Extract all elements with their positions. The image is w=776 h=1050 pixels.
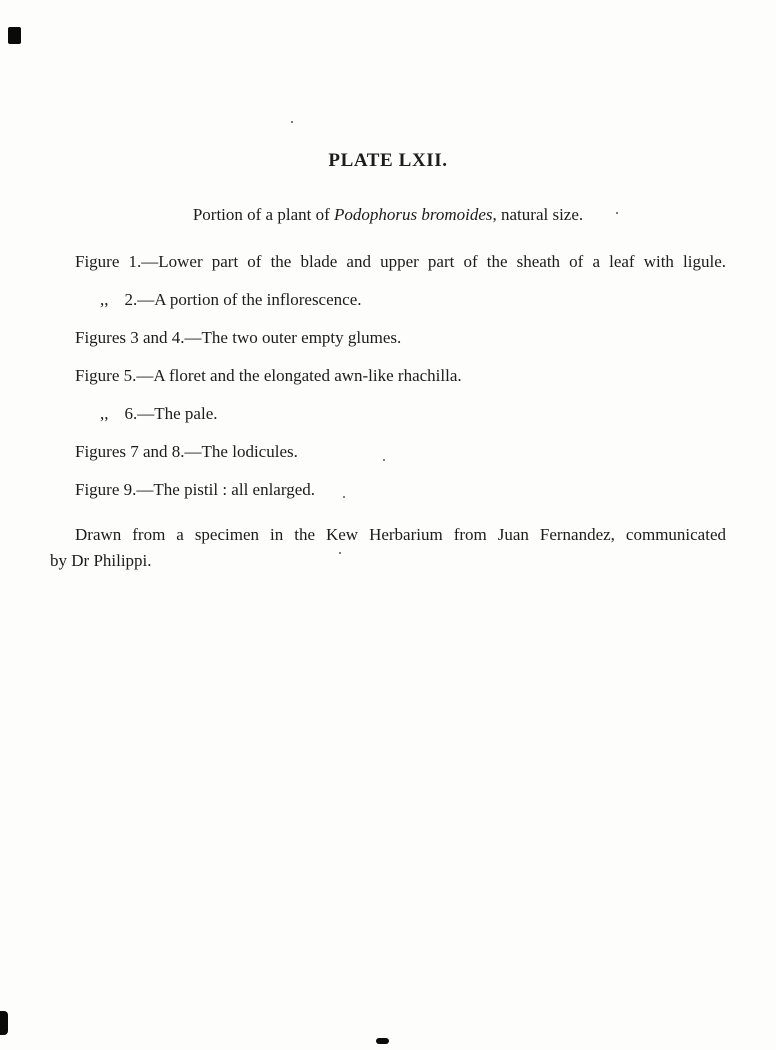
figure-description: —Lower part of the blade and upper part of the sheath of a leaf with ligule. xyxy=(141,252,727,271)
figure-description: 2.—A portion of the inflorescence. xyxy=(124,290,362,309)
figure-list xyxy=(50,250,726,502)
figure-entry-5 xyxy=(50,364,726,388)
figure-label: Figure 1. xyxy=(75,252,142,271)
scan-speck xyxy=(383,459,385,461)
plate-caption xyxy=(50,204,726,226)
scan-speck xyxy=(291,121,293,123)
ditto-mark: ,, xyxy=(100,290,109,309)
figure-description: —The pistil : all enlarged. xyxy=(136,480,316,499)
figure-entry-7-8 xyxy=(50,440,726,464)
ink-mark-bottom-left xyxy=(0,1011,8,1035)
scan-speck xyxy=(343,496,345,498)
scan-speck xyxy=(616,212,618,214)
figure-description: —The lodicules. xyxy=(184,442,298,461)
caption-text-post: , natural size. xyxy=(492,205,584,224)
figure-description: —A floret and the elongated awn-like rhachilla. xyxy=(136,366,462,385)
figure-description: —The two outer empty glumes. xyxy=(184,328,402,347)
figure-label: Figures 7 and 8. xyxy=(75,442,185,461)
caption-text-pre: Portion of a plant of xyxy=(192,205,334,224)
figure-label: Figures 3 and 4. xyxy=(75,328,185,347)
credit-paragraph xyxy=(50,522,726,574)
caption-species-name: Podophorus bromoides xyxy=(334,205,493,224)
figure-entry-2 xyxy=(50,288,726,312)
ink-mark-bottom-center xyxy=(376,1038,389,1044)
figure-entry-6 xyxy=(50,402,726,426)
ditto-mark: ,, xyxy=(100,404,109,423)
figure-label: Figure 5. xyxy=(75,366,137,385)
ink-mark-top-left xyxy=(8,27,21,44)
figure-description: 6.—The pale. xyxy=(124,404,218,423)
scan-speck xyxy=(339,552,341,554)
figure-entry-3-4 xyxy=(50,326,726,350)
figure-entry-1 xyxy=(50,250,726,274)
credit-line-2: by Dr Philippi. xyxy=(50,551,152,570)
figure-entry-9 xyxy=(50,478,726,502)
credit-line-1: Drawn from a specimen in the Kew Herbarium from Juan Fernandez, communicated xyxy=(75,525,726,544)
figure-label: Figure 9. xyxy=(75,480,137,499)
plate-title: PLATE LXII. xyxy=(328,150,448,171)
